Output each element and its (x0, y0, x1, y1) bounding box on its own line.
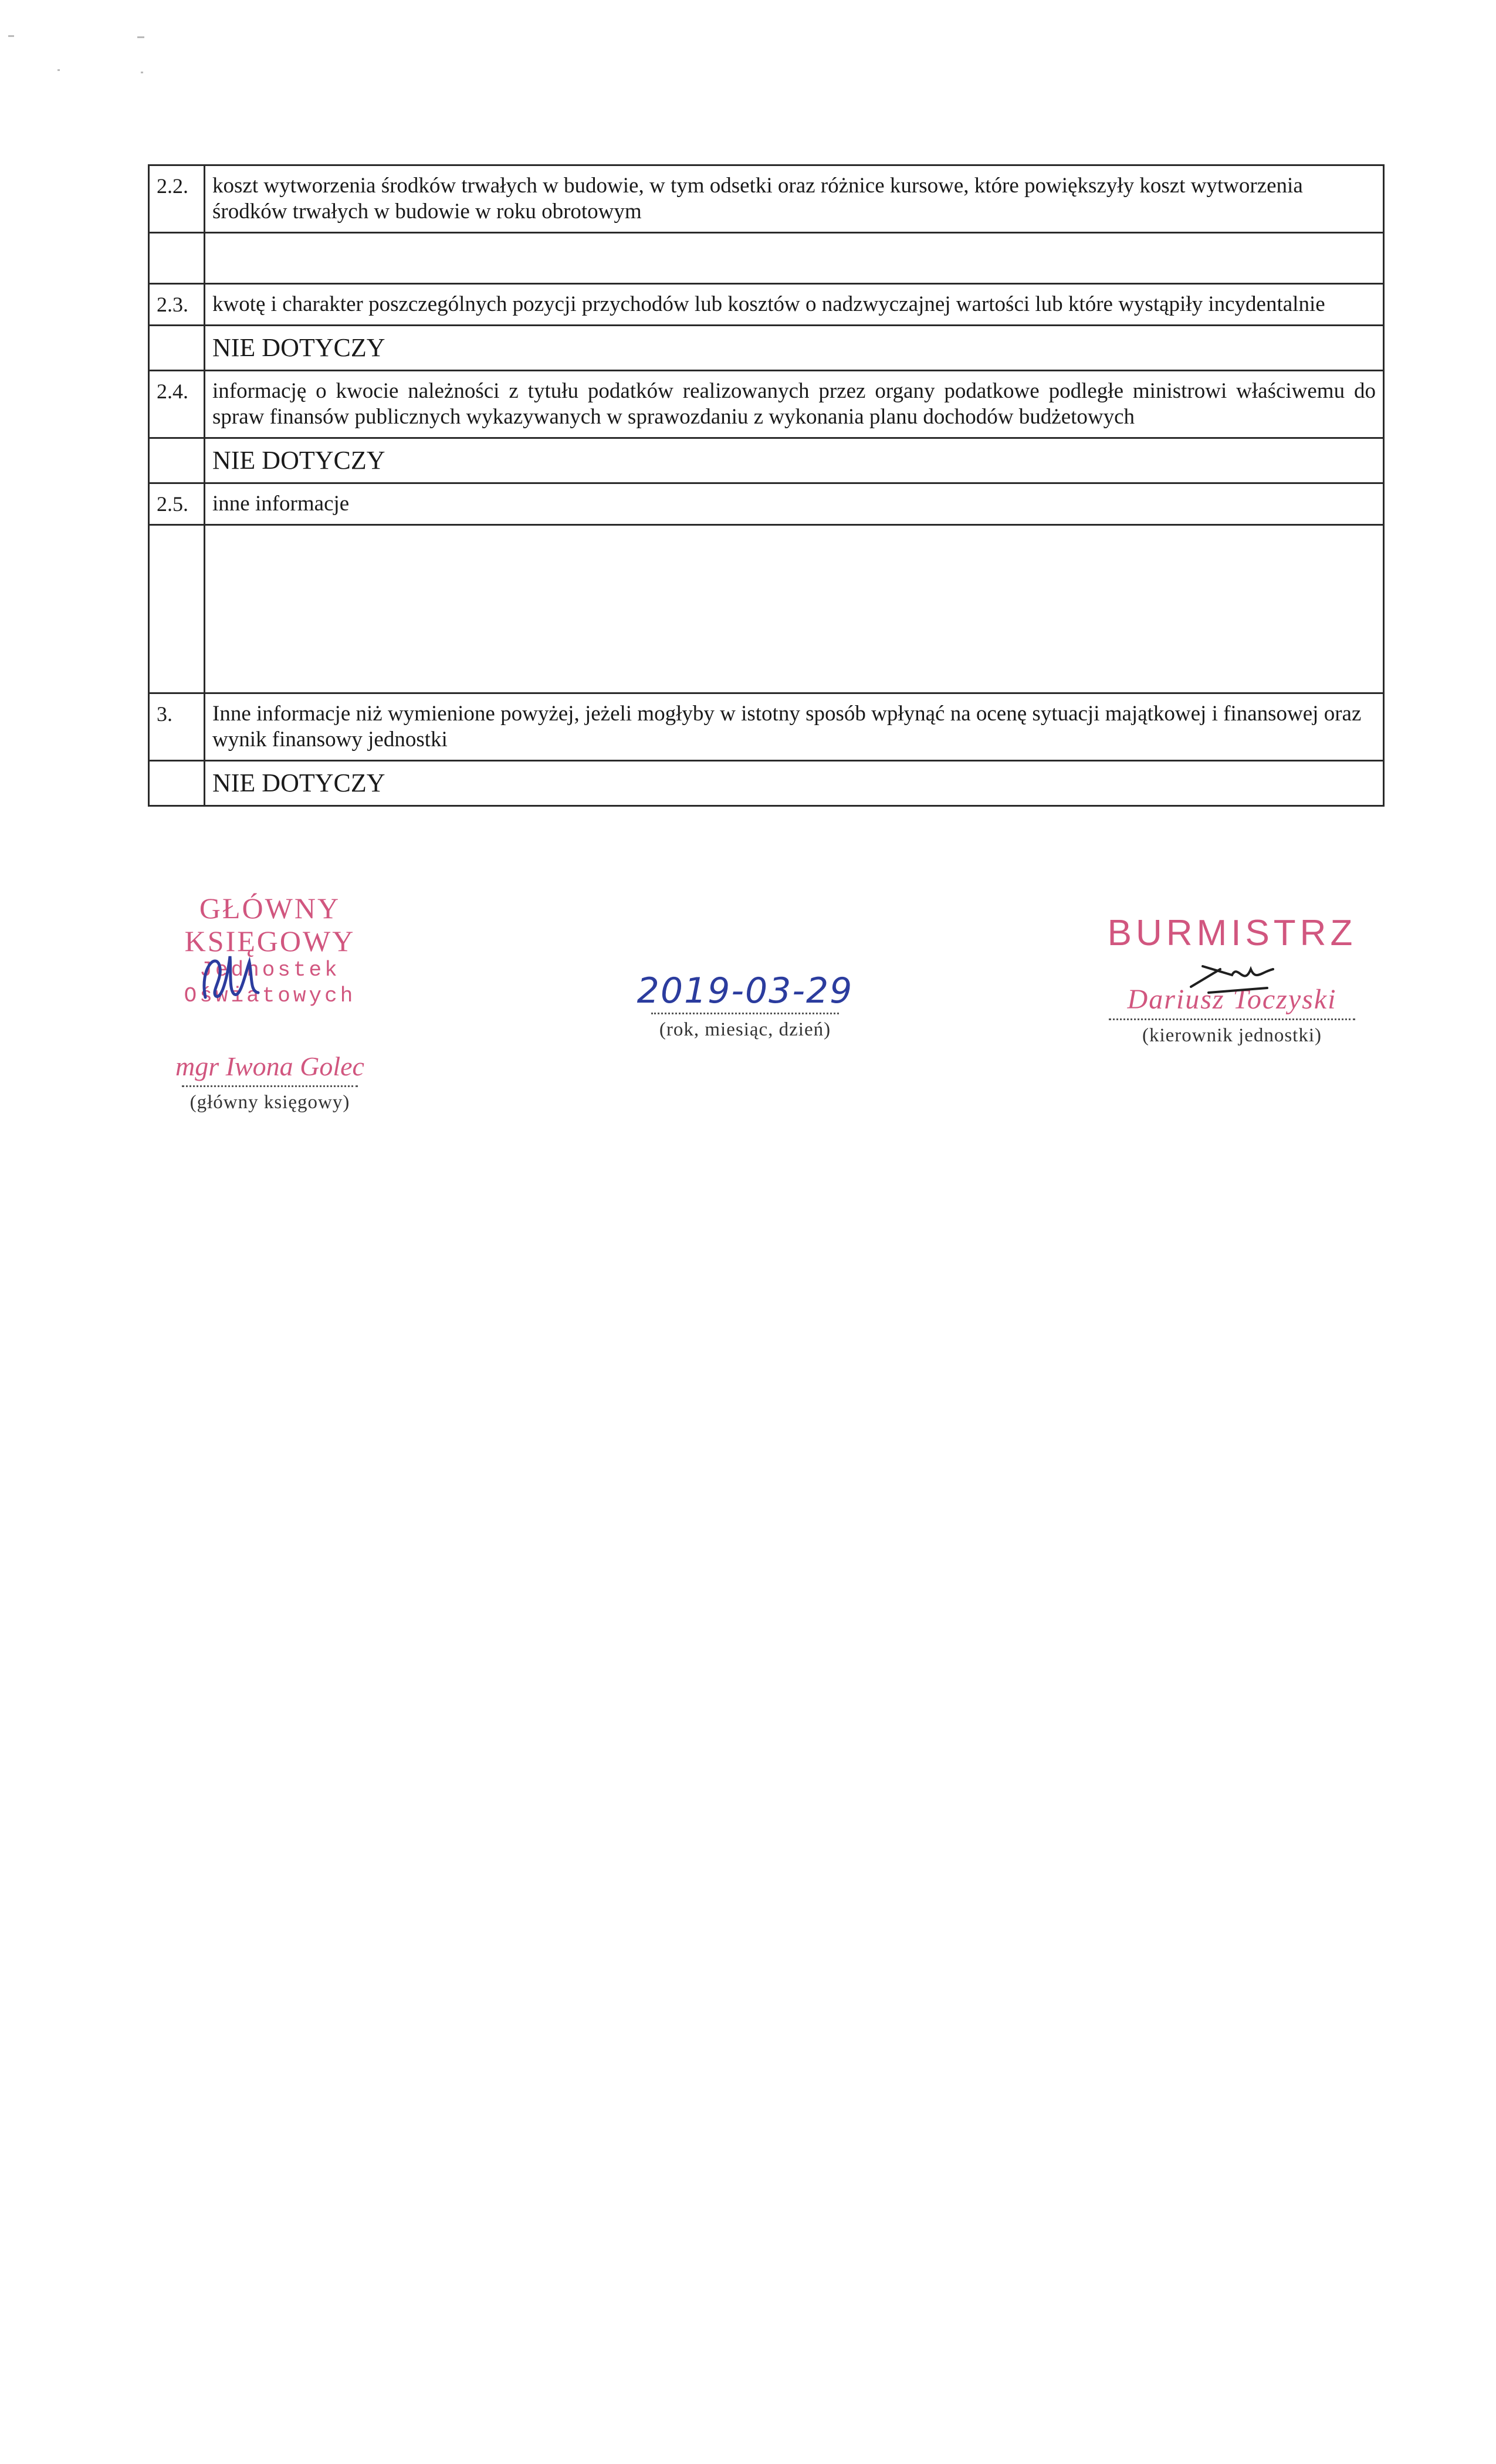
signatory-name: Dariusz Toczyski (1127, 984, 1337, 1015)
row-number-empty (149, 438, 205, 483)
date-caption: (rok, miesiąc, dzień) (659, 1019, 831, 1040)
signature-dotted-line (182, 1085, 358, 1087)
table-row (149, 371, 1384, 438)
row-number-empty (149, 525, 205, 693)
row-number-empty (149, 326, 205, 371)
stamp-title: GŁÓWNY KSIĘGOWY (184, 892, 356, 957)
row-description: inne informacje (205, 483, 1384, 525)
table-row (149, 165, 1384, 233)
signature-dotted-line (1109, 1018, 1355, 1020)
stamp-title: BURMISTRZ (1107, 913, 1357, 953)
row-number: 2.3. (149, 284, 205, 326)
signature-caption: (kierownik jednostki) (1142, 1025, 1322, 1046)
handwritten-signature-icon (194, 945, 276, 1009)
row-description: informację o kwocie należności z tytułu podatków realizowanych przez organy podatkowe podległe ministrowi właściwemu do spraw finansów publicznych wykazywanych w sprawozdaniu z wykonania planu dochodów budżetowych (205, 371, 1384, 438)
row-description: Inne informacje niż wymienione powyżej, jeżeli mogłyby w istotny sposób wpłynąć na ocenę sytuacji majątkowej i finansowej oraz wynik finansowy jednostki (205, 693, 1384, 761)
row-number-empty (149, 761, 205, 806)
row-number-empty (149, 233, 205, 284)
table-row (149, 326, 1384, 371)
table-row (149, 693, 1384, 761)
row-answer (205, 233, 1384, 284)
row-description: koszt wytworzenia środków trwałych w budowie, w tym odsetki oraz różnice kursowe, które powiększyły koszt wytworzenia środków trwałych w budowie w roku obrotowym (205, 165, 1384, 233)
table-row (149, 284, 1384, 326)
table-row (149, 761, 1384, 806)
signature-caption: (główny księgowy) (189, 1092, 350, 1113)
stamp-subtitle: Jednostek Oświatowych (184, 958, 356, 1008)
row-answer (205, 525, 1384, 693)
row-number: 2.5. (149, 483, 205, 525)
date-dotted-line (651, 1013, 839, 1014)
handwritten-date: 2019-03-29 (637, 970, 854, 1011)
table-row (149, 525, 1384, 693)
row-number: 2.2. (149, 165, 205, 233)
table-row (149, 483, 1384, 525)
row-answer: NIE DOTYCZY (205, 326, 1384, 371)
table-row (149, 233, 1384, 284)
row-description: kwotę i charakter poszczególnych pozycji przychodów lub kosztów o nadzwyczajnej wartości lub które wystąpiły incydentalnie (205, 284, 1384, 326)
signatory-name: mgr Iwona Golec (175, 1051, 364, 1081)
notes-table (148, 164, 1385, 807)
row-number: 3. (149, 693, 205, 761)
row-answer: NIE DOTYCZY (205, 438, 1384, 483)
row-answer: NIE DOTYCZY (205, 761, 1384, 806)
handwritten-signature-icon (1185, 952, 1285, 999)
date-block (622, 972, 868, 1041)
table-row (149, 438, 1384, 483)
row-number: 2.4. (149, 371, 205, 438)
